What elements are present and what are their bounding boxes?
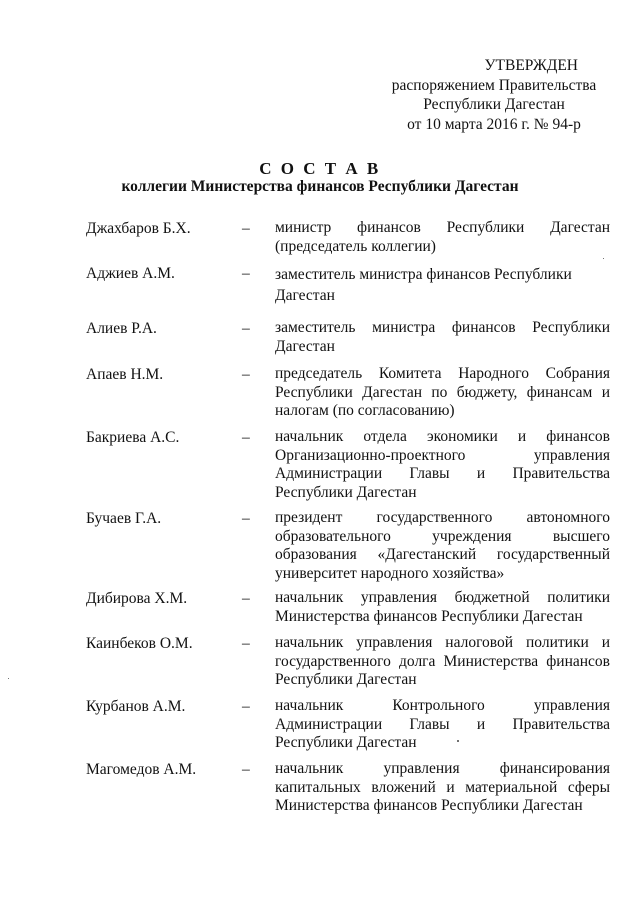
member-position-line: образовательного учреждения высшего — [275, 527, 610, 545]
approval-stamp — [380, 56, 608, 134]
member-position — [275, 589, 610, 626]
scan-speck — [603, 258, 604, 259]
member-name: Бучаев Г.А. — [86, 510, 162, 527]
member-position-line: президент государственного автономного — [275, 509, 610, 526]
member-name: Джахбаров Б.Х. — [86, 220, 191, 237]
member-name: Апаев Н.М. — [86, 366, 164, 383]
member-position — [275, 219, 610, 256]
member-position-line: Дагестан — [275, 337, 335, 355]
member-name: Каинбеков О.М. — [86, 635, 193, 652]
member-position — [275, 509, 610, 584]
member-position-line: заместитель министра финансов Республики — [275, 266, 572, 283]
member-position-line: Республики Дагестан — [275, 734, 417, 752]
member-position-line: государственного долга Министерства финансов — [275, 652, 610, 670]
member-name: Бакриева А.С. — [86, 429, 180, 446]
member-position-line: заместитель министра финансов Республики — [275, 319, 610, 336]
member-position-line: Республики Дагестан по бюджету, финансам и — [275, 383, 610, 401]
member-position — [275, 365, 610, 421]
member-position-line: Министерства финансов Республики Дагестан — [275, 797, 583, 815]
member-position-line: налогам (по согласованию) — [275, 402, 455, 420]
member-position-line: начальник управления налоговой политики и — [275, 634, 610, 651]
member-position-line: министр финансов Республики Дагестан — [275, 219, 610, 236]
member-dash: – — [242, 590, 250, 607]
approval-title: УТВЕРЖДЕН — [484, 57, 578, 74]
member-position-line: начальник отдела экономики и финансов — [275, 428, 610, 445]
member-position-line: Дагестан — [275, 287, 335, 304]
approval-order: распоряжением Правительства — [391, 76, 597, 94]
member-dash: – — [242, 698, 250, 715]
member-dash: – — [242, 429, 250, 446]
member-position-line: начальник управления финансирования — [275, 760, 610, 777]
member-position-line: Республики Дагестан — [275, 671, 417, 689]
member-dash: – — [242, 635, 250, 652]
document-title: С О С Т А В — [259, 159, 381, 178]
member-dash: – — [242, 265, 250, 282]
member-dash: – — [242, 366, 250, 383]
member-name: Алиев Р.А. — [86, 320, 157, 337]
member-name: Курбанов А.М. — [86, 698, 186, 715]
member-dash: – — [242, 320, 250, 337]
member-dash: – — [242, 220, 250, 237]
member-name: Аджиев А.М. — [86, 265, 175, 282]
member-position-line: председатель Комитета Народного Собрания — [275, 365, 610, 382]
member-position-line: образования «Дагестанский государственный — [275, 546, 610, 564]
member-position — [275, 319, 610, 356]
member-position-line: Республики Дагестан — [275, 484, 417, 502]
document-subtitle: коллегии Министерства финансов Республики Дагестан — [121, 178, 519, 195]
member-position — [275, 428, 610, 503]
member-position-line: начальник управления бюджетной политики — [275, 589, 610, 606]
member-dash: – — [242, 510, 250, 527]
member-dash: – — [242, 761, 250, 778]
member-position-line: Администрации Главы и Правительства — [275, 715, 610, 733]
member-position-line: начальник Контрольного управления — [275, 697, 610, 714]
member-position — [275, 264, 610, 306]
approval-republic: Республики Дагестан — [423, 96, 565, 113]
member-name: Дибирова Х.М. — [86, 590, 188, 607]
member-position — [275, 634, 610, 690]
scan-speck — [457, 740, 459, 742]
member-position-line: университет народного хозяйства» — [275, 565, 505, 583]
scan-speck — [8, 678, 9, 679]
member-position — [275, 760, 610, 816]
member-position-line: Администрации Главы и Правительства — [275, 465, 610, 483]
member-position-line: капитальных вложений и материальной сферы — [275, 778, 610, 796]
approval-date: от 10 марта 2016 г. № 94-р — [407, 115, 581, 133]
member-position — [275, 697, 610, 753]
member-position-line: Министерства финансов Республики Дагестан — [275, 607, 583, 625]
member-position-line: (председатель коллегии) — [275, 237, 436, 255]
member-name: Магомедов А.М. — [86, 761, 197, 778]
member-position-line: Организационно-проектного управления — [275, 446, 610, 464]
